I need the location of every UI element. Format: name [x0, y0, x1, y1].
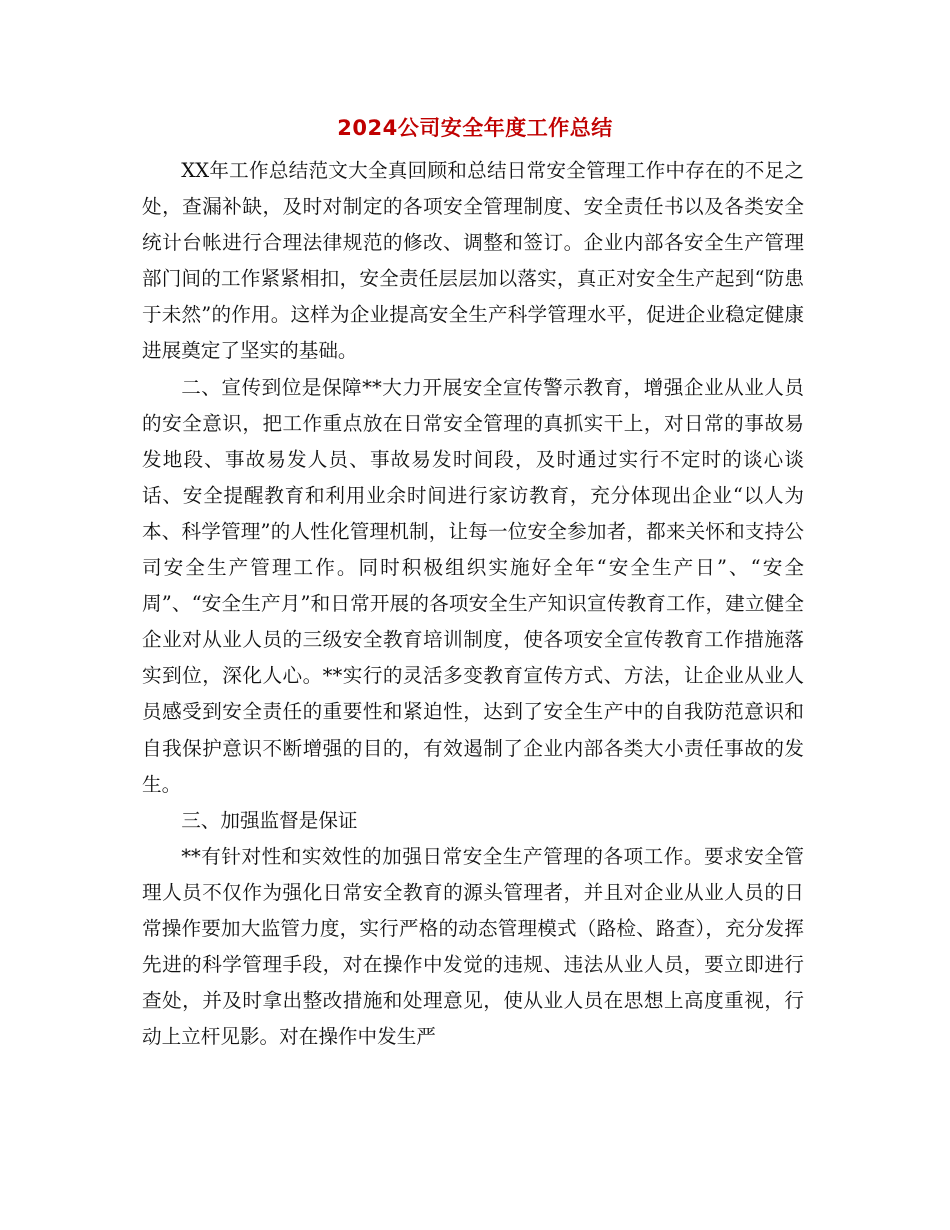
paragraph-intro: XX年工作总结范文大全真回顾和总结日常安全管理工作中存在的不足之处，查漏补缺，及时对制定的各项安全管理制度、安全责任书以及各类安全统计台帐进行合理法律规范的修改、调整和签订。企业内部各安全生产管理部门间的工作紧紧相扣，安全责任层层加以落实，真正对安全生产起到“防患于未然”的作用。这样为企业提高安全生产科学管理水平，促进企业稳定健康进展奠定了坚实的基础。 [142, 159, 804, 363]
paragraph-section-3: **有针对性和实效性的加强日常安全生产管理的各项工作。要求安全管理人员不仅作为强化日常安全教育的源头管理者，并且对企业从业人员的日常操作要加大监管力度，实行严格的动态管理模式（路检、路查），充分发挥先进的科学管理手段，对在操作中发觉的违规、违法从业人员，要立即进行查处，并及时拿出整改措施和处理意见，使从业人员在思想上高度重视，行动上立杆见影。对在操作中发生严 [142, 844, 804, 1049]
document-body [142, 153, 804, 1055]
section-3-heading: 三、加强监督是保证 [181, 808, 358, 832]
paragraph-section-2: 二、宣传到位是保障**大力开展安全宣传警示教育，增强企业从业人员的安全意识，把工作重点放在日常安全管理的真抓实干上，对日常的事故易发地段、事故易发人员、事故易发时间段，及时通过实行不定时的谈心谈话、安全提醒教育和利用业余时间进行家访教育，充分体现出企业“以人为本、科学管理”的人性化管理机制，让每一位安全参加者，都来关怀和支持公司安全生产管理工作。同时积极组织实施好全年“安全生产日”、“安全周”、“安全生产月”和日常开展的各项安全生产知识宣传教育工作，建立健全企业对从业人员的三级安全教育培训制度，使各项安全宣传教育工作措施落实到位，深化人心。**实行的灵活多变教育宣传方式、方法，让企业从业人员感受到安全责任的重要性和紧迫性，达到了安全生产中的自我防范意识和自我保护意识不断增强的目的，有效遏制了企业内部各类大小责任事故的发生。 [142, 375, 804, 796]
document-title: 2024公司安全年度工作总结 [337, 116, 613, 140]
